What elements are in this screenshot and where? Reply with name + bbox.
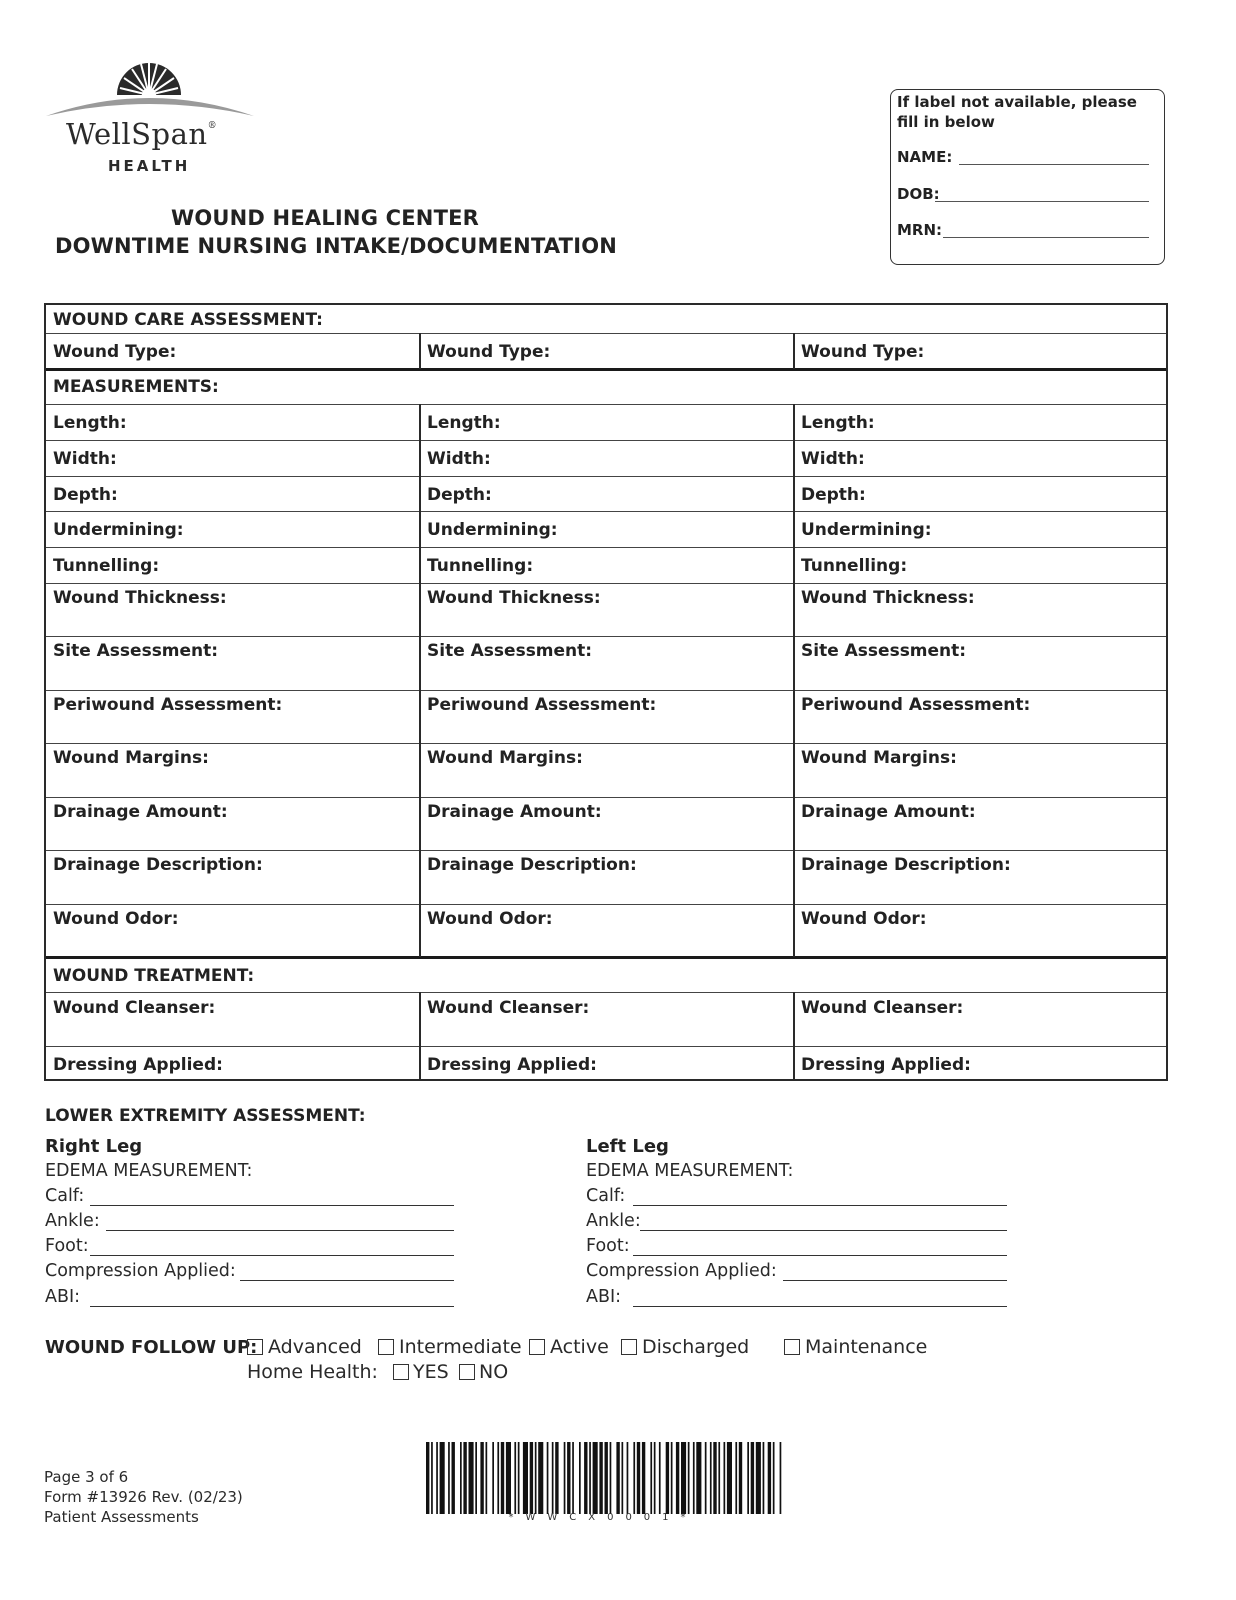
home-health-label: Home Health: — [247, 1361, 378, 1383]
barcode-bar — [469, 1442, 474, 1514]
wound-margins-label-1: Wound Margins: — [53, 748, 209, 768]
barcode-bar — [452, 1442, 455, 1514]
wound-margins-label-3: Wound Margins: — [801, 748, 957, 768]
barcode-bar — [718, 1442, 720, 1514]
depth-label-1: Depth: — [53, 485, 118, 505]
barcode-bar — [713, 1442, 716, 1514]
depth-label-2: Depth: — [427, 485, 492, 505]
barcode-bar — [463, 1442, 466, 1514]
dob-label: DOB: — [897, 185, 940, 203]
barcode-bar — [710, 1442, 712, 1514]
left-abi-field[interactable] — [633, 1306, 1007, 1307]
barcode-bar — [756, 1442, 761, 1514]
wound-margins-label-2: Wound Margins: — [427, 748, 583, 768]
right-compression-field[interactable] — [240, 1280, 454, 1281]
dressing-applied-label-1: Dressing Applied: — [53, 1055, 223, 1075]
barcode-bar — [681, 1442, 686, 1514]
barcode-bar — [622, 1442, 624, 1514]
barcode-bar — [436, 1442, 438, 1514]
barcode-bar — [654, 1442, 656, 1514]
barcode-bar — [501, 1442, 504, 1514]
barcode-bar — [514, 1442, 516, 1514]
wound-treatment-heading: WOUND TREATMENT: — [53, 966, 255, 986]
right-calf-field[interactable] — [90, 1205, 454, 1206]
left-edema-label: EDEMA MEASUREMENT: — [586, 1161, 794, 1181]
undermining-label-2: Undermining: — [427, 520, 558, 540]
wound-thickness-label-1: Wound Thickness: — [53, 588, 227, 608]
periwound-assessment-label-3: Periwound Assessment: — [801, 695, 1031, 715]
barcode — [424, 1442, 782, 1514]
home-health-yes-label: YES — [413, 1361, 449, 1383]
barcode-bar — [780, 1442, 782, 1514]
name-field[interactable] — [959, 163, 1149, 165]
form-title: WOUND HEALING CENTER — [170, 206, 480, 230]
wound-type-label-2: Wound Type: — [427, 342, 551, 362]
left-abi-label: ABI: — [586, 1287, 622, 1307]
dressing-applied-label-2: Dressing Applied: — [427, 1055, 597, 1075]
barcode-text: *WWCX0001* — [508, 1512, 698, 1523]
barcode-bar — [572, 1442, 574, 1514]
periwound-assessment-label-2: Periwound Assessment: — [427, 695, 657, 715]
barcode-bar — [530, 1442, 533, 1514]
discharged-checkbox[interactable] — [621, 1339, 637, 1355]
barcode-bar — [492, 1442, 494, 1514]
barcode-bar — [555, 1442, 558, 1514]
measurements-heading: MEASUREMENTS: — [53, 377, 219, 397]
barcode-bar — [751, 1442, 754, 1514]
periwound-assessment-label-1: Periwound Assessment: — [53, 695, 283, 715]
active-checkbox[interactable] — [529, 1339, 545, 1355]
left-compression-label: Compression Applied: — [586, 1261, 777, 1281]
left-calf-field[interactable] — [633, 1205, 1007, 1206]
maintenance-label: Maintenance — [805, 1336, 928, 1358]
form-number: Form #13926 Rev. (02/23) — [44, 1488, 243, 1506]
intermediate-label: Intermediate — [399, 1336, 522, 1358]
sunburst-icon — [117, 62, 181, 102]
width-label-1: Width: — [53, 449, 117, 469]
maintenance-checkbox[interactable] — [784, 1339, 800, 1355]
active-label: Active — [550, 1336, 609, 1358]
barcode-bar — [724, 1442, 726, 1514]
barcode-bar — [564, 1442, 566, 1514]
right-ankle-field[interactable] — [106, 1230, 454, 1231]
drainage-amount-label-3: Drainage Amount: — [801, 802, 976, 822]
barcode-bar — [518, 1442, 520, 1514]
barcode-bar — [693, 1442, 695, 1514]
barcode-bar — [589, 1442, 591, 1514]
form-category: Patient Assessments — [44, 1508, 199, 1526]
barcode-bar — [584, 1442, 587, 1514]
wound-cleanser-label-2: Wound Cleanser: — [427, 998, 590, 1018]
barcode-bar — [480, 1442, 483, 1514]
home-health-yes-checkbox[interactable] — [393, 1364, 409, 1380]
page-number: Page 3 of 6 — [44, 1468, 129, 1486]
barcode-bar — [431, 1442, 433, 1514]
barcode-bar — [497, 1442, 499, 1514]
site-assessment-label-1: Site Assessment: — [53, 641, 219, 661]
left-ankle-field[interactable] — [640, 1230, 1007, 1231]
right-compression-label: Compression Applied: — [45, 1261, 236, 1281]
left-ankle-label: Ankle: — [586, 1211, 641, 1231]
wound-odor-label-2: Wound Odor: — [427, 909, 553, 929]
left-foot-label: Foot: — [586, 1236, 630, 1256]
barcode-bar — [768, 1442, 771, 1514]
depth-label-3: Depth: — [801, 485, 866, 505]
site-assessment-label-2: Site Assessment: — [427, 641, 593, 661]
barcode-bar — [486, 1442, 488, 1514]
undermining-label-3: Undermining: — [801, 520, 932, 540]
drainage-amount-label-1: Drainage Amount: — [53, 802, 228, 822]
intermediate-checkbox[interactable] — [378, 1339, 394, 1355]
barcode-bar — [426, 1442, 429, 1514]
length-label-3: Length: — [801, 413, 875, 433]
wound-odor-label-1: Wound Odor: — [53, 909, 179, 929]
mrn-field[interactable] — [943, 236, 1149, 238]
barcode-bar — [552, 1442, 554, 1514]
barcode-bar — [475, 1442, 477, 1514]
barcode-bar — [616, 1442, 619, 1514]
wound-cleanser-label-3: Wound Cleanser: — [801, 998, 964, 1018]
barcode-bar — [633, 1442, 635, 1514]
barcode-bar — [547, 1442, 549, 1514]
barcode-bar — [627, 1442, 629, 1514]
patient-label-box — [890, 89, 1165, 265]
barcode-bar — [448, 1442, 450, 1514]
barcode-bar — [735, 1442, 737, 1514]
right-abi-field[interactable] — [90, 1306, 454, 1307]
undermining-label-1: Undermining: — [53, 520, 184, 540]
barcode-bar — [567, 1442, 570, 1514]
width-label-2: Width: — [427, 449, 491, 469]
barcode-bar — [538, 1442, 543, 1514]
barcode-bar — [671, 1442, 673, 1514]
dressing-applied-label-3: Dressing Applied: — [801, 1055, 971, 1075]
barcode-bar — [605, 1442, 608, 1514]
wound-odor-label-3: Wound Odor: — [801, 909, 927, 929]
drainage-amount-label-2: Drainage Amount: — [427, 802, 602, 822]
barcode-bar — [705, 1442, 707, 1514]
advanced-label: Advanced — [268, 1336, 362, 1358]
barcode-bar — [739, 1442, 742, 1514]
wound-care-assessment-heading: WOUND CARE ASSESSMENT: — [53, 310, 323, 330]
right-foot-label: Foot: — [45, 1236, 89, 1256]
wound-type-label-1: Wound Type: — [53, 342, 177, 362]
drainage-description-label-3: Drainage Description: — [801, 855, 1011, 875]
barcode-bar — [773, 1442, 775, 1514]
discharged-label: Discharged — [642, 1336, 750, 1358]
wound-assessment-table — [44, 303, 1168, 1081]
right-edema-label: EDEMA MEASUREMENT: — [45, 1161, 253, 1181]
dob-field[interactable] — [935, 200, 1149, 202]
barcode-bar — [650, 1442, 652, 1514]
barcode-bar — [676, 1442, 679, 1514]
barcode-bar — [666, 1442, 669, 1514]
logo-subtitle: HEALTH — [108, 157, 191, 175]
barcode-bar — [593, 1442, 598, 1514]
barcode-bar — [696, 1442, 701, 1514]
right-abi-label: ABI: — [45, 1287, 81, 1307]
barcode-bar — [610, 1442, 612, 1514]
barcode-bar — [688, 1442, 690, 1514]
right-leg-title: Right Leg — [45, 1136, 143, 1157]
barcode-bar — [747, 1442, 749, 1514]
barcode-bar — [440, 1442, 445, 1514]
right-calf-label: Calf: — [45, 1186, 85, 1206]
left-leg-title: Left Leg — [586, 1136, 669, 1157]
right-ankle-label: Ankle: — [45, 1211, 100, 1231]
length-label-2: Length: — [427, 413, 501, 433]
tunnelling-label-2: Tunnelling: — [427, 556, 534, 576]
barcode-bar — [535, 1442, 537, 1514]
barcode-bar — [642, 1442, 645, 1514]
barcode-bar — [637, 1442, 640, 1514]
logo-wordmark: WellSpan® — [66, 117, 218, 151]
lower-extremity-heading: LOWER EXTREMITY ASSESSMENT: — [45, 1106, 366, 1126]
drainage-description-label-1: Drainage Description: — [53, 855, 263, 875]
length-label-1: Length: — [53, 413, 127, 433]
name-label: NAME: — [897, 148, 953, 166]
barcode-bar — [727, 1442, 732, 1514]
left-foot-field[interactable] — [633, 1255, 1007, 1256]
wound-cleanser-label-1: Wound Cleanser: — [53, 998, 216, 1018]
right-foot-field[interactable] — [90, 1255, 454, 1256]
drainage-description-label-2: Drainage Description: — [427, 855, 637, 875]
tunnelling-label-3: Tunnelling: — [801, 556, 908, 576]
mrn-label: MRN: — [897, 221, 943, 239]
site-assessment-label-3: Site Assessment: — [801, 641, 967, 661]
form-subtitle: DOWNTIME NURSING INTAKE/DOCUMENTATION — [55, 234, 618, 258]
swoosh-icon — [46, 98, 254, 116]
width-label-3: Width: — [801, 449, 865, 469]
wound-thickness-label-2: Wound Thickness: — [427, 588, 601, 608]
left-calf-label: Calf: — [586, 1186, 626, 1206]
barcode-bar — [763, 1442, 765, 1514]
wound-follow-up-heading: WOUND FOLLOW UP: — [45, 1337, 258, 1358]
barcode-bar — [659, 1442, 661, 1514]
wound-type-label-3: Wound Type: — [801, 342, 925, 362]
barcode-bar — [506, 1442, 511, 1514]
barcode-bar — [523, 1442, 528, 1514]
barcode-bar — [579, 1442, 581, 1514]
wound-thickness-label-3: Wound Thickness: — [801, 588, 975, 608]
advanced-checkbox[interactable] — [247, 1339, 263, 1355]
barcode-bar — [599, 1442, 602, 1514]
barcode-bar — [460, 1442, 462, 1514]
home-health-no-label: NO — [479, 1361, 509, 1383]
label-instruction: If label not available, please fill in below — [897, 93, 1137, 131]
left-compression-field[interactable] — [783, 1280, 1007, 1281]
tunnelling-label-1: Tunnelling: — [53, 556, 160, 576]
home-health-no-checkbox[interactable] — [459, 1364, 475, 1380]
